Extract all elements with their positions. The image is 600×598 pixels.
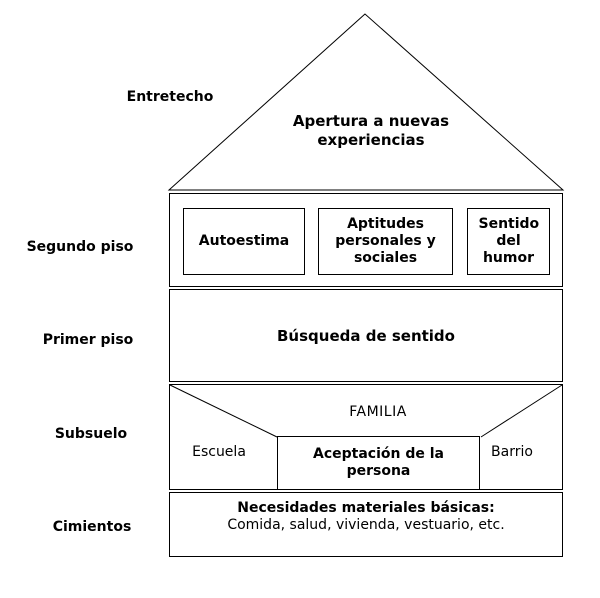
cimientos-rect [169,492,563,557]
first-floor-text: Búsqueda de sentido [277,326,455,345]
roof-triangle [169,14,563,190]
box-aptitudes [318,208,453,275]
label-subsuelo: Subsuelo [54,426,128,442]
box-aptitudes-label: Aptitudes personales y sociales [335,216,436,266]
subsuelo-barrio-text: Barrio [491,444,533,460]
label-segundo-piso: Segundo piso [26,239,134,255]
box-autoestima-label: Autoestima [198,233,290,249]
cimientos-items: Comida, salud, vivienda, vestuario, etc. [227,517,505,533]
box-sentido-del-humor-label: Sentido del humor [478,216,540,266]
roof-text-apertura: Apertura a nuevas experiencias [292,112,450,149]
cimientos-heading: Necesidades materiales básicas: [237,500,495,516]
label-entretecho: Entretecho [126,89,214,105]
box-autoestima [183,208,305,275]
first-floor-rect [169,289,563,382]
label-cimientos: Cimientos [52,519,132,535]
box-aceptacion-label: Aceptación de la persona [313,446,444,479]
subsuelo-familia-text: FAMILIA [349,404,407,420]
label-primer-piso: Primer piso [42,332,134,348]
box-aceptacion [277,436,480,490]
subsuelo-escuela-text: Escuela [192,444,246,460]
box-sentido-del-humor [467,208,550,275]
